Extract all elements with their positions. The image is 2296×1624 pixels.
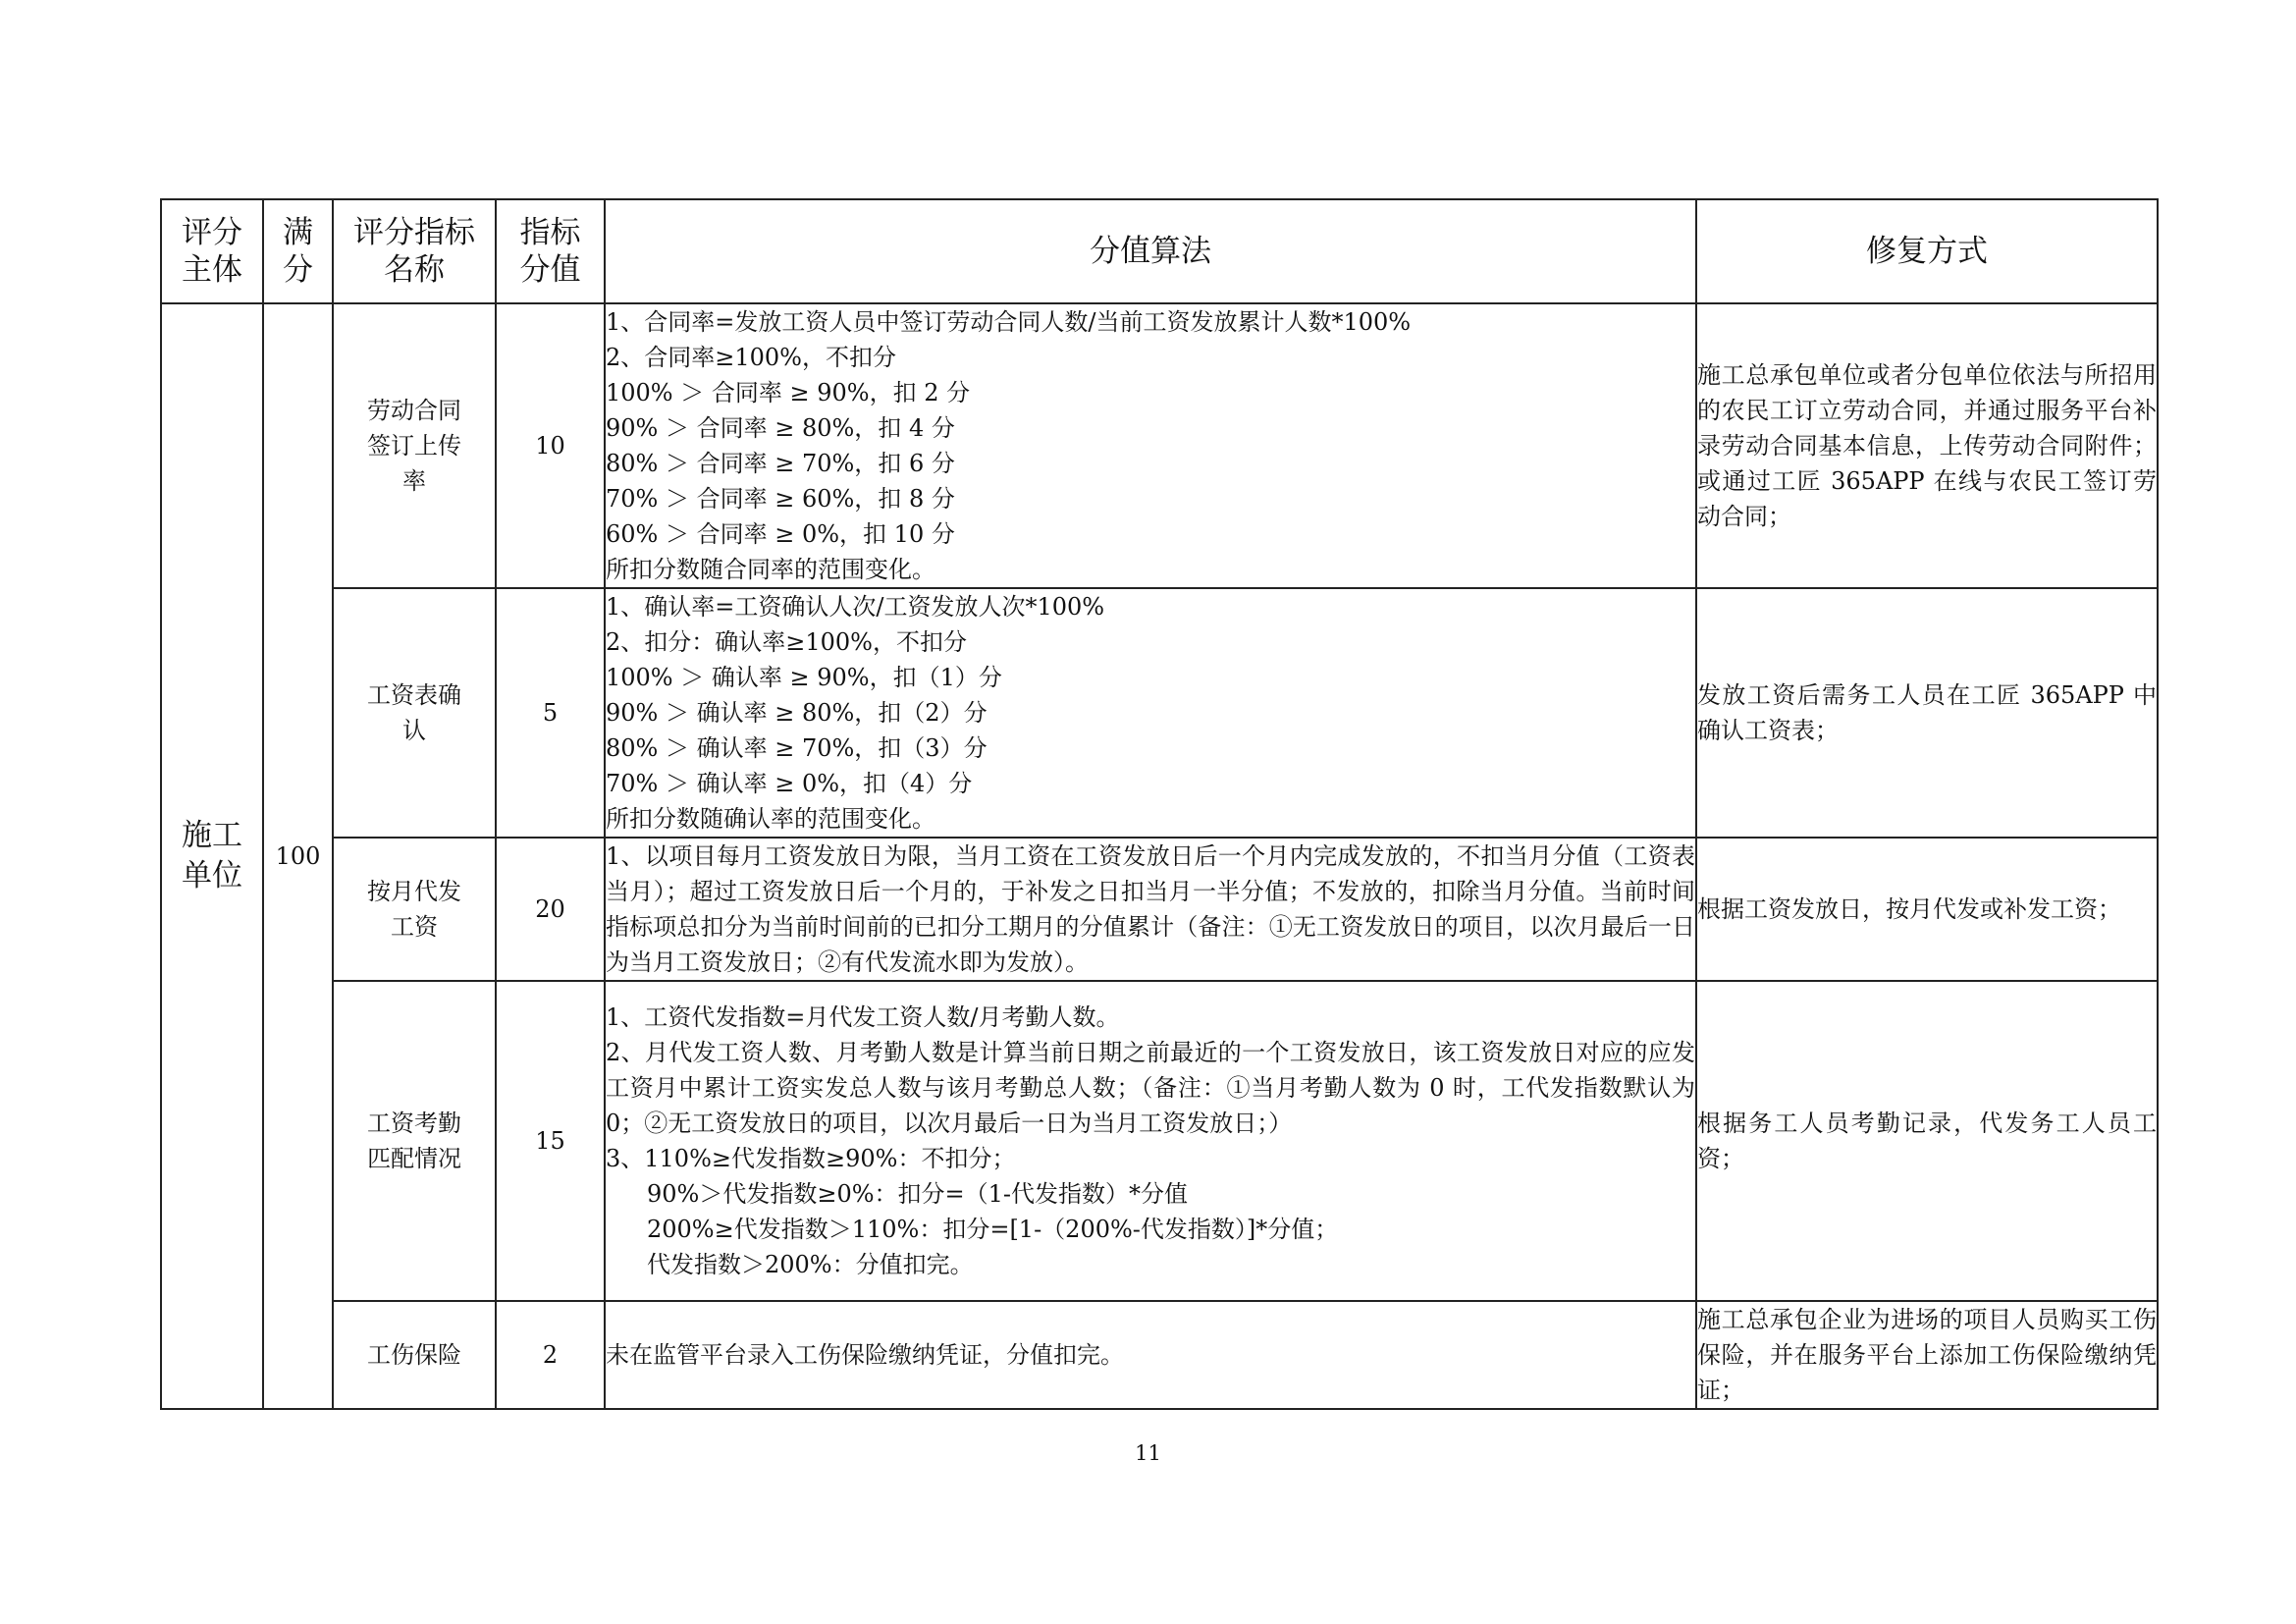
subject-cell: 施工 单位 [161,303,263,1409]
algorithm-cell: 1、合同率=发放工资人员中签订劳动合同人数/当前工资发放累计人数*100% 2、合同率≥100%，不扣分 100% ＞ 合同率 ≥ 90%，扣 2 分 90% ＞ 合同率 ≥ 80%，扣 4 分 80% ＞ 合同率 ≥ 70%，扣 6 分 70% ＞ 合同率 ≥ 60%，扣 8 分 60% ＞ 合同率 ≥ 0%，扣 10 分 所扣分数随合同率的范围变化。 [605,303,1696,588]
algorithm-cell: 1、工资代发指数=月代发工资人数/月考勤人数。 2、月代发工资人数、月考勤人数是计算当前日期之前最近的一个工资发放日，该工资发放日对应的应发工资月中累计工资实发总人数与该月考勤总人数；（备注：①当月考勤人数为 0 时，工代发指数默认为 0；②无工资发放日的项目，以次月最后一日为当月工资发放日；） 3、110%≥代发指数≥90%：不扣分； 90%＞代发指数≥0%：扣分=（1-代发指数）*分值 200%≥代发指数＞110%：扣分=[1-（200%-代发指数）]*分值； 代发指数＞200%：分值扣完。 [605,981,1696,1301]
indicator-name-cell: 工伤保险 [333,1301,496,1409]
repair-cell: 施工总承包企业为进场的项目人员购买工伤保险，并在服务平台上添加工伤保险缴纳凭证； [1696,1301,2158,1409]
indicator-name-cell: 工资表确 认 [333,588,496,838]
repair-cell: 根据工资发放日，按月代发或补发工资； [1696,838,2158,981]
algorithm-cell: 未在监管平台录入工伤保险缴纳凭证，分值扣完。 [605,1301,1696,1409]
page-number: 11 [1135,1441,1161,1465]
table-row [161,1301,2158,1409]
header-subject: 评分 主体 [161,199,263,303]
indicator-value-cell: 5 [496,588,605,838]
indicator-name-cell: 工资考勤 匹配情况 [333,981,496,1301]
header-row [161,199,2158,303]
indicator-value-cell: 10 [496,303,605,588]
table-row [161,981,2158,1301]
header-indicator-name: 评分指标 名称 [333,199,496,303]
table-row [161,303,2158,588]
algorithm-cell: 1、确认率=工资确认人次/工资发放人次*100% 2、扣分：确认率≥100%，不扣分 100% ＞ 确认率 ≥ 90%，扣（1）分 90% ＞ 确认率 ≥ 80%，扣（2）分 80% ＞ 确认率 ≥ 70%，扣（3）分 70% ＞ 确认率 ≥ 0%，扣（4）分 所扣分数随确认率的范围变化。 [605,588,1696,838]
repair-cell: 发放工资后需务工人员在工匠 365APP 中确认工资表； [1696,588,2158,838]
indicator-value-cell: 20 [496,838,605,981]
indicator-name-cell: 按月代发 工资 [333,838,496,981]
table-row [161,588,2158,838]
full-score-cell: 100 [263,303,333,1409]
header-algorithm: 分值算法 [605,199,1696,303]
indicator-value-cell: 2 [496,1301,605,1409]
algorithm-cell: 1、以项目每月工资发放日为限，当月工资在工资发放日后一个月内完成发放的，不扣当月分值（工资表当月）；超过工资发放日后一个月的，于补发之日扣当月一半分值；不发放的，扣除当月分值。当前时间指标项总扣分为当前时间前的已扣分工期月的分值累计（备注：①无工资发放日的项目，以次月最后一日为当月工资发放日；②有代发流水即为发放）。 [605,838,1696,981]
indicator-name-cell: 劳动合同 签订上传 率 [333,303,496,588]
repair-cell: 根据务工人员考勤记录，代发务工人员工资； [1696,981,2158,1301]
scoring-table [160,198,2159,1410]
table-row [161,838,2158,981]
header-repair: 修复方式 [1696,199,2158,303]
header-indicator-value: 指标 分值 [496,199,605,303]
indicator-value-cell: 15 [496,981,605,1301]
header-full-score: 满 分 [263,199,333,303]
repair-cell: 施工总承包单位或者分包单位依法与所招用的农民工订立劳动合同，并通过服务平台补录劳动合同基本信息，上传劳动合同附件；或通过工匠 365APP 在线与农民工签订劳动合同； [1696,303,2158,588]
